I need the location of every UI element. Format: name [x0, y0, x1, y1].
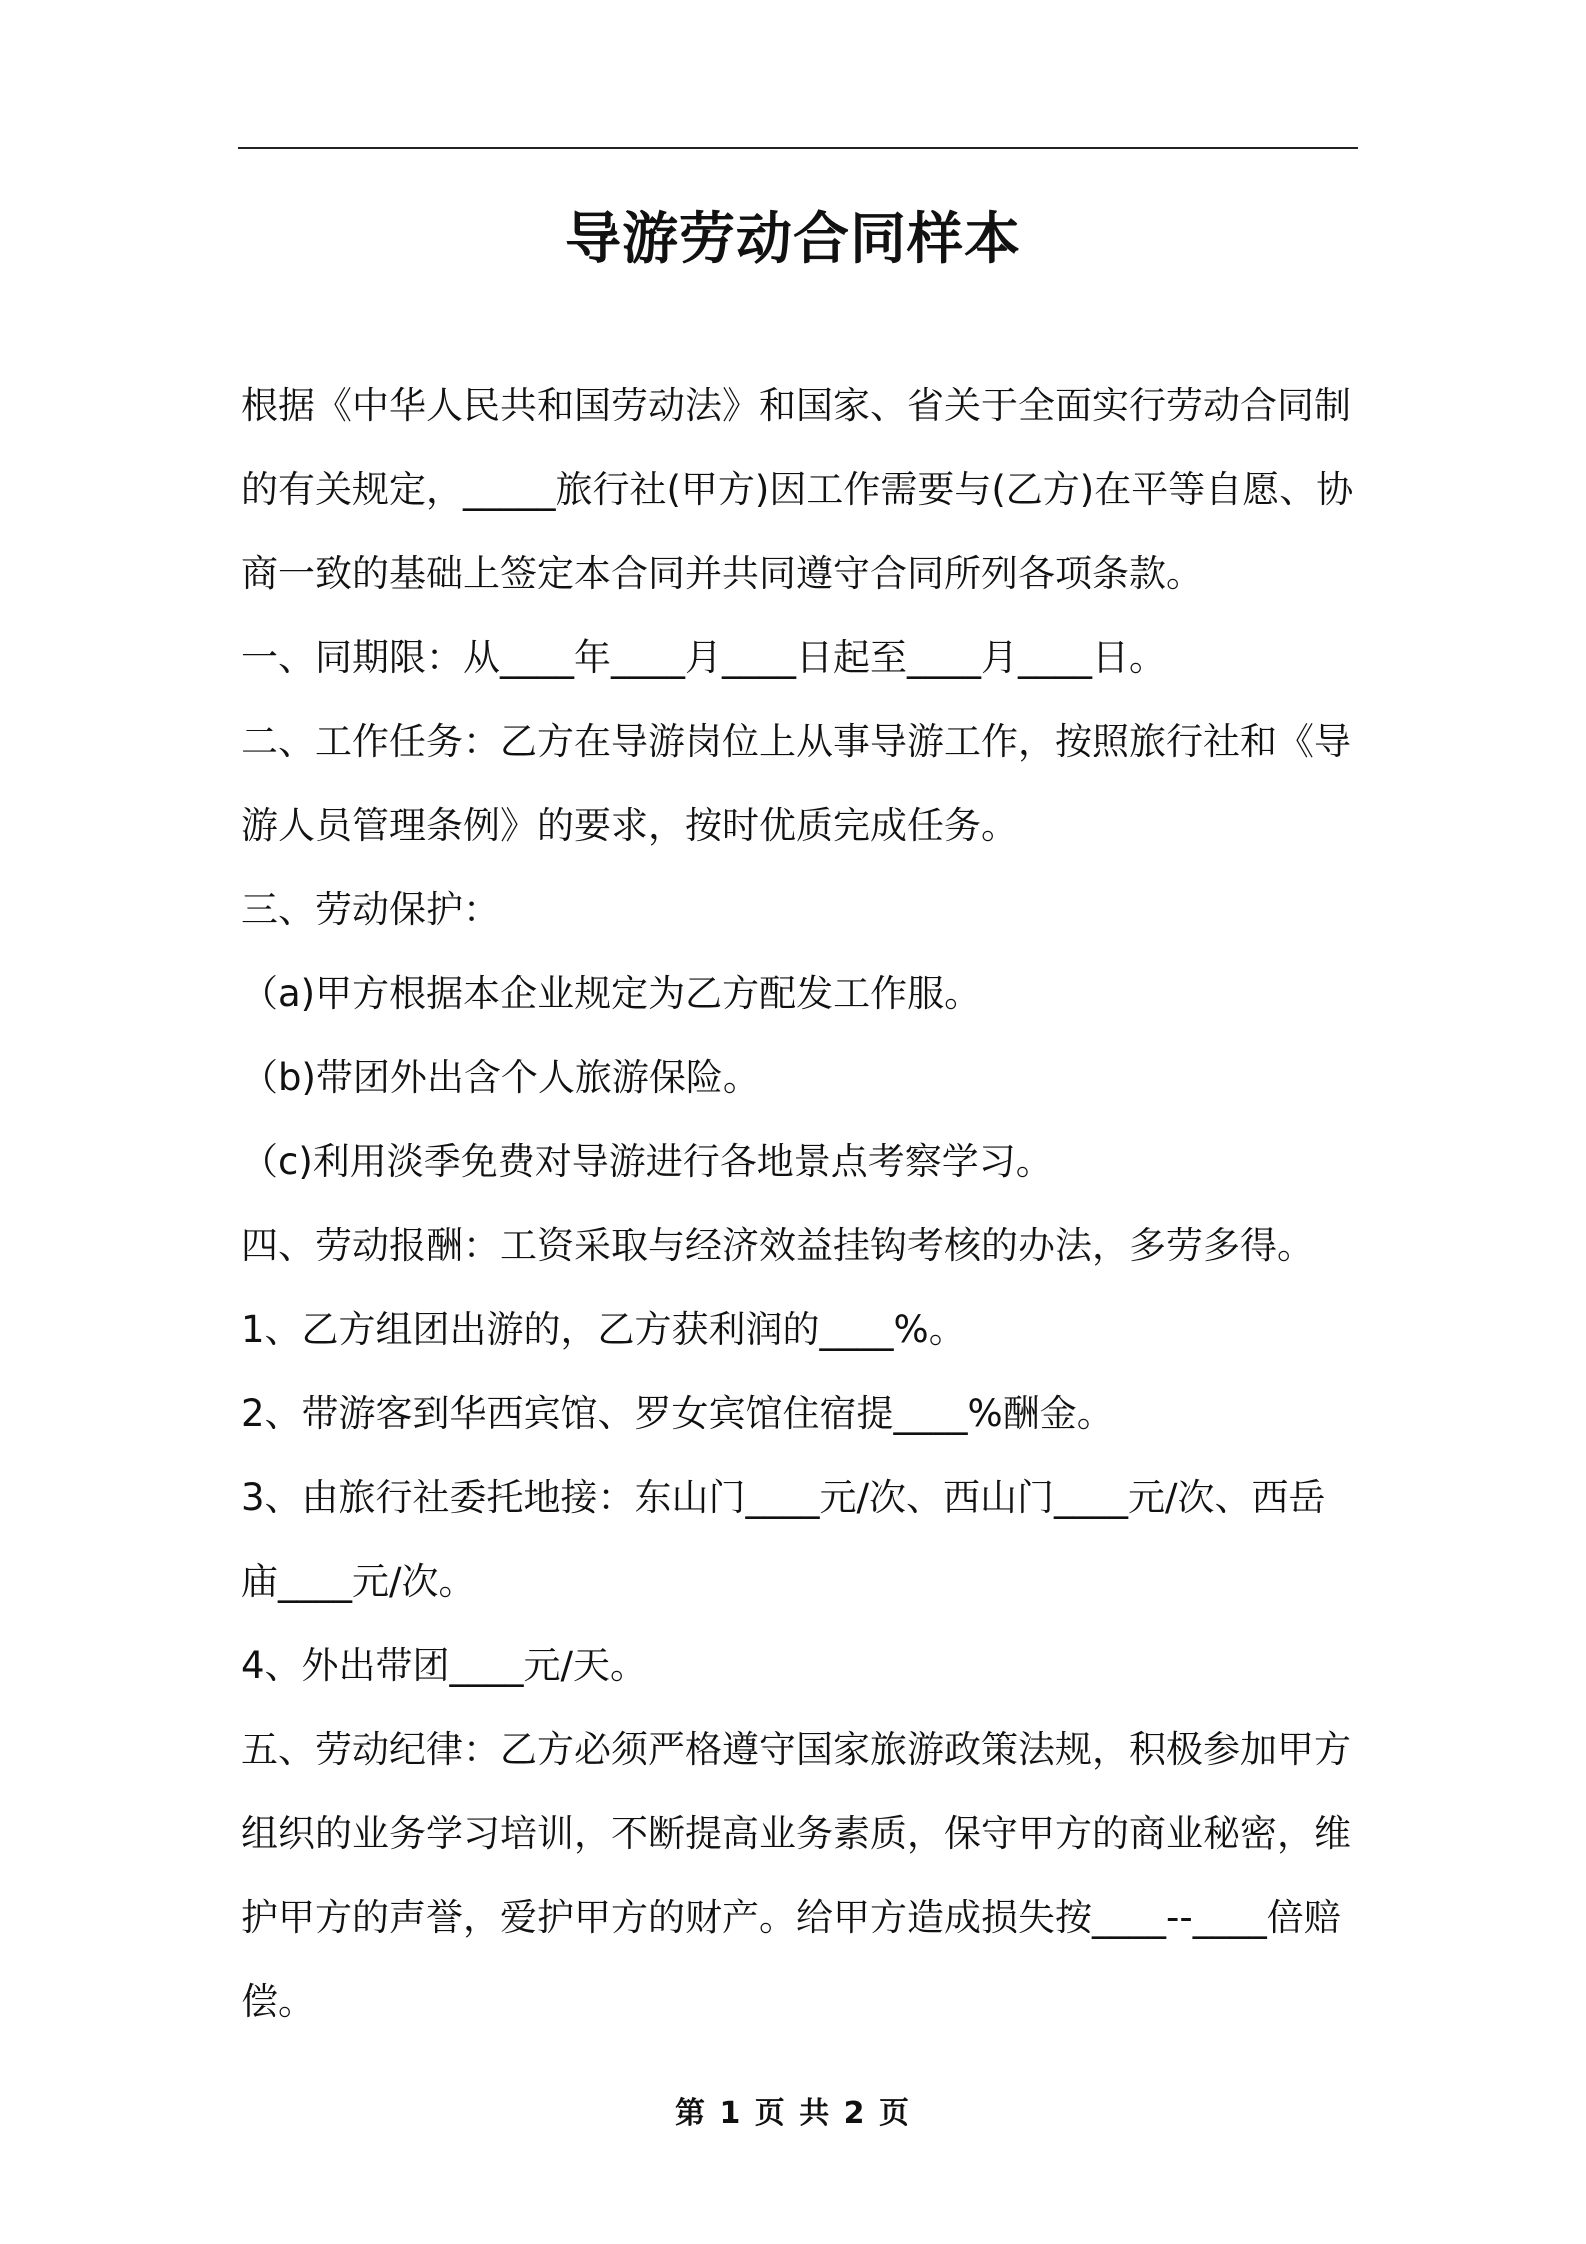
paragraph-protection-c: （c)利用淡季免费对导游进行各地景点考察学习。: [241, 1140, 1053, 1183]
paragraph-remuneration-4: 4、外出带团____元/天。: [241, 1644, 648, 1687]
paragraph-remuneration-1: 1、乙方组团出游的，乙方获利润的____%。: [241, 1308, 966, 1351]
page-number: 第 1 页 共 2 页: [675, 2096, 911, 2131]
paragraph-intro: 根据《中华人民共和国劳动法》和国家、省关于全面实行劳动合同制的有关规定，_____旅行社(甲方)因工作需要与(乙方)在平等自愿、协商一致的基础上签定本合同并共同遵守合同所列各项条款。: [241, 384, 1354, 595]
paragraph-term: 一、同期限：从____年____月____日起至____月____日。: [241, 636, 1166, 679]
paragraph-remuneration-2: 2、带游客到华西宾馆、罗女宾馆住宿提____%酬金。: [241, 1392, 1114, 1435]
document-body: [241, 364, 1357, 2044]
paragraph-labor-protection: 三、劳动保护：: [241, 888, 500, 931]
paragraph-work-task: 二、工作任务：乙方在导游岗位上从事导游工作，按照旅行社和《导游人员管理条例》的要求，按时优质完成任务。: [241, 720, 1351, 847]
paragraph-discipline: 五、劳动纪律：乙方必须严格遵守国家旅游政策法规，积极参加甲方组织的业务学习培训，不断提高业务素质，保守甲方的商业秘密，维护甲方的声誉，爱护甲方的财产。给甲方造成损失按____--____倍赔偿。: [241, 1728, 1351, 2023]
header-rule: [238, 147, 1358, 149]
paragraph-protection-b: （b)带团外出含个人旅游保险。: [241, 1056, 760, 1099]
document-title: 导游劳动合同样本: [565, 207, 1021, 272]
paragraph-protection-a: （a)甲方根据本企业规定为乙方配发工作服。: [241, 972, 982, 1015]
paragraph-remuneration-3: 3、由旅行社委托地接：东山门____元/次、西山门____元/次、西岳庙____元/次。: [241, 1476, 1326, 1603]
paragraph-remuneration: 四、劳动报酬：工资采取与经济效益挂钩考核的办法，多劳多得。: [241, 1224, 1314, 1267]
